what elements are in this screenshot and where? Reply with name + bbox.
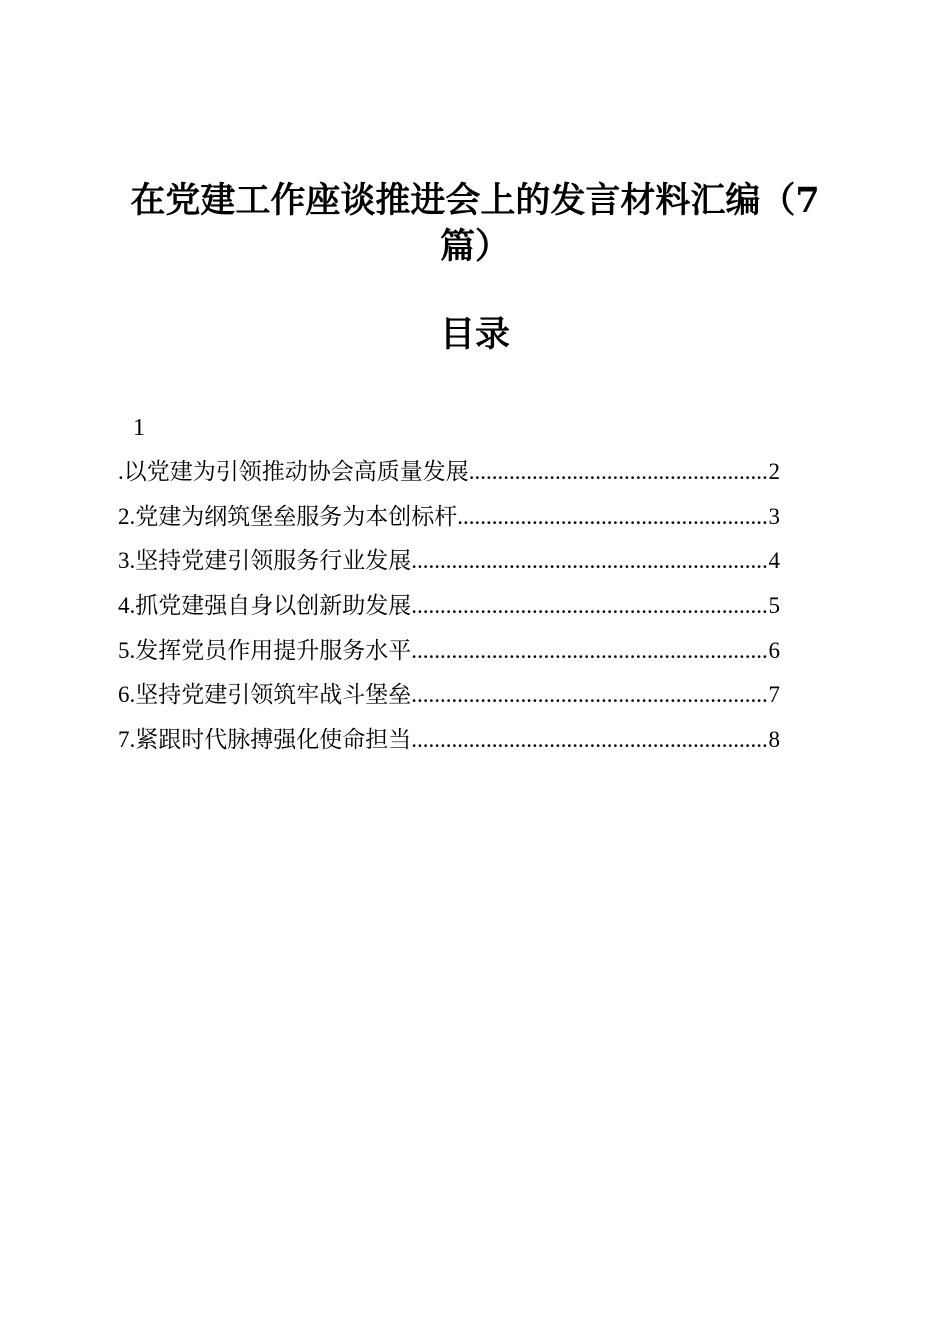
toc-entry-6[interactable] (118, 675, 780, 720)
toc-entry-4[interactable] (118, 586, 780, 631)
toc-entry-page: 6 (768, 637, 780, 663)
toc-dot-leader (457, 497, 767, 537)
table-of-contents (118, 452, 780, 765)
toc-dot-leader (411, 720, 767, 760)
toc-entry-title: 坚持党建引领筑牢战斗堡垒 (135, 682, 412, 709)
toc-dot-leader (411, 631, 767, 671)
toc-entry-page: 5 (768, 593, 780, 619)
toc-entry-page: 7 (768, 682, 780, 708)
toc-entry-title: 紧跟时代脉搏强化使命担当 (135, 727, 412, 754)
toc-entry-number: 2. (118, 503, 136, 529)
toc-entry-3[interactable] (118, 541, 780, 586)
toc-entry-number: . (118, 459, 124, 484)
toc-leading-number: 1 (133, 415, 145, 441)
toc-entry-number: 6. (118, 682, 136, 708)
toc-dot-leader (411, 541, 767, 581)
toc-entry-5[interactable] (118, 631, 780, 676)
toc-entry-7[interactable] (118, 720, 780, 765)
toc-entry-page: 4 (768, 548, 780, 574)
toc-dot-leader (411, 586, 767, 626)
toc-entry-title: 抓党建强自身以创新助发展 (135, 593, 412, 620)
toc-entry-title: 以党建为引领推动协会高质量发展 (123, 459, 469, 485)
toc-entry-page: 8 (768, 727, 780, 753)
toc-entry-number: 3. (118, 548, 136, 574)
toc-entry-number: 4. (118, 593, 136, 619)
toc-heading: 目录 (439, 314, 510, 355)
toc-entry-2[interactable] (118, 497, 780, 542)
toc-dot-leader (411, 675, 767, 715)
document-title: 在党建工作座谈推进会上的发言材料汇编（7篇） (130, 180, 820, 267)
toc-entry-1[interactable] (118, 452, 780, 497)
toc-entry-title: 发挥党员作用提升服务水平 (135, 637, 412, 664)
toc-entry-title: 坚持党建引领服务行业发展 (135, 548, 412, 575)
toc-entry-title: 党建为纲筑堡垒服务为本创标杆 (135, 503, 458, 530)
toc-entry-number: 7. (118, 727, 136, 753)
toc-entry-page: 2 (768, 459, 780, 484)
toc-dot-leader (469, 452, 768, 492)
toc-entry-number: 5. (118, 637, 136, 663)
toc-entry-page: 3 (768, 503, 780, 529)
